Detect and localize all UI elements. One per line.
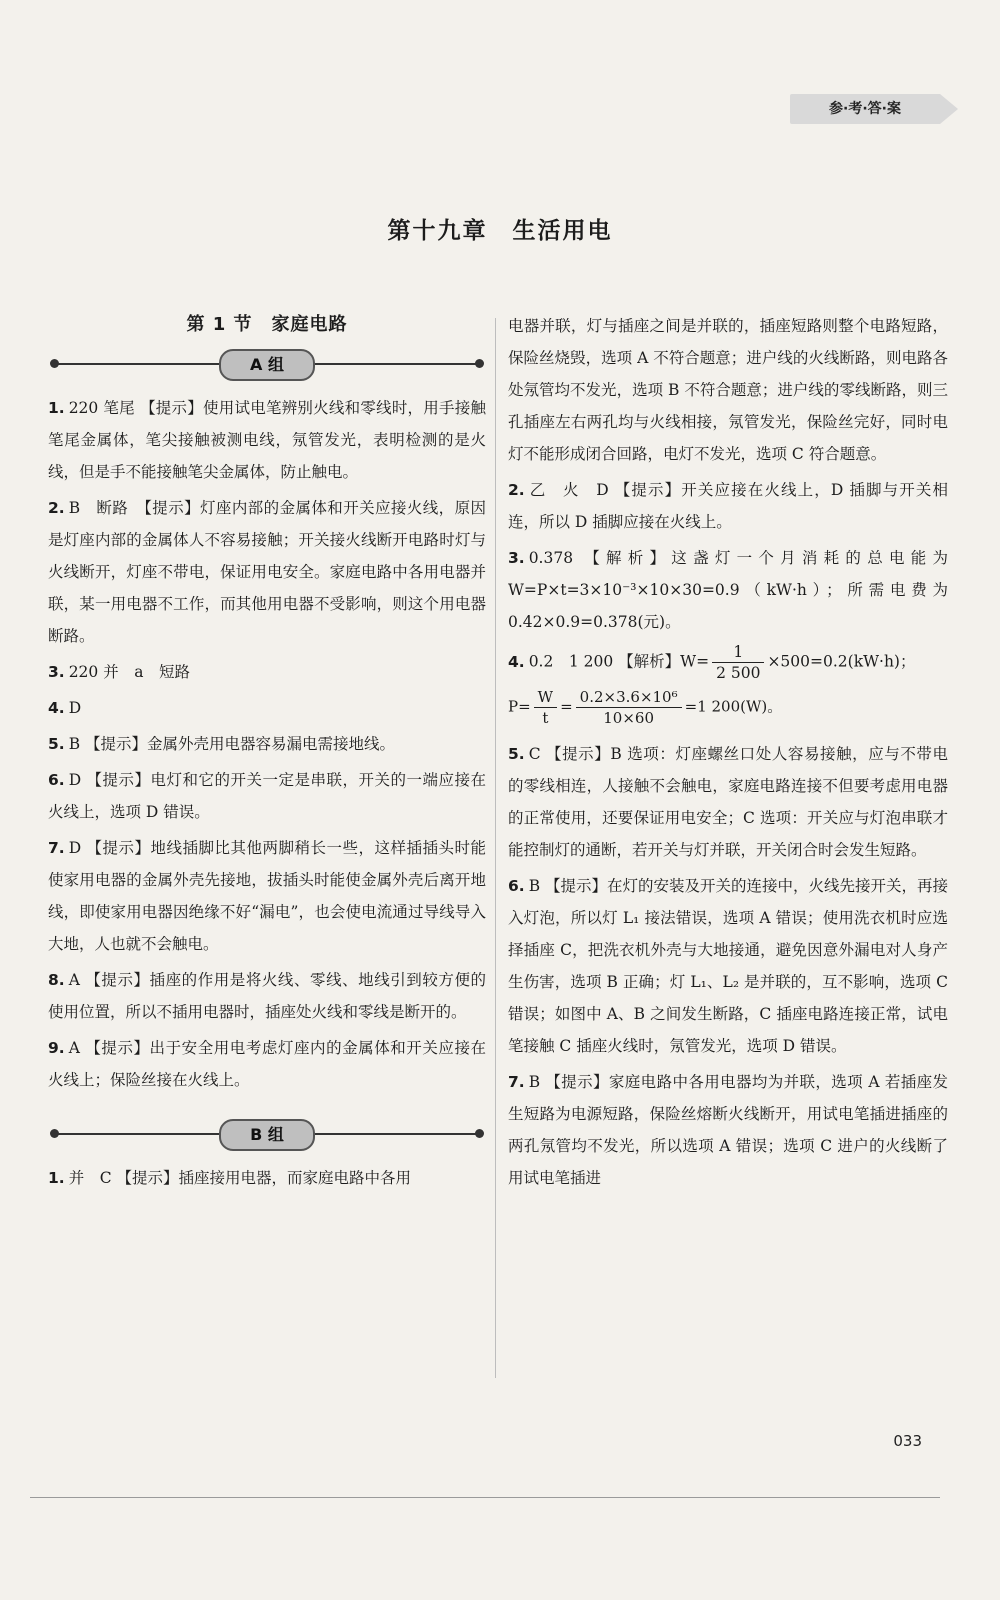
page-number: 033 bbox=[893, 1432, 922, 1450]
right-column bbox=[508, 310, 948, 1198]
chapter-title: 第十九章 生活用电 bbox=[387, 218, 613, 244]
answer-item-a6: 6. D 【提示】电灯和它的开关一定是串联，开关的一端应接在火线上，选项 D 错误。 bbox=[48, 771, 486, 821]
answer-item-b7: 7. B 【提示】家庭电路中各用电器均为并联，选项 A 若插座发生短路为电源短路，保险丝熔断火线断开，用试电笔插进插座的两孔氖管均不发光，所以选项 A 错误；选项 C 进户的火线断了用试电笔插进 bbox=[508, 1073, 948, 1187]
answer-item-a7: 7. D 【提示】地线插脚比其他两脚稍长一些，这样插插头时能使家用电器的金属外壳先接地，拔插头时能使金属外壳后离开地线，即使家用电器因绝缘不好“漏电”，也会使电流通过导线导入大地，人也就不会触电。 bbox=[48, 839, 486, 953]
answer-item-a9: 9. A 【提示】出于安全用电考虑灯座内的金属体和开关应接在火线上；保险丝接在火线上。 bbox=[48, 1039, 486, 1089]
answer-item-b6: 6. B 【提示】在灯的安装及开关的连接中，火线先接开关，再接入灯泡，所以灯 L₁ 接法错误，选项 A 错误；使用洗衣机时应选择插座 C，把洗衣机外壳与大地接通，避免因意外漏电对人身产生伤害，选项 B 正确；灯 L₁、L₂ 是并联的，互不影响，选项 C 错误；如图中 A、B 之间发生断路，C 插座电路连接正常，试电笔接触 C 插座火线时，氖管发光，选项 D 错误。 bbox=[508, 877, 949, 1055]
power-formula: P= $\frac{W}{t}$ = $\frac{\text{0.2×3.6×10⁶}}{10\times 60}$ =1 200(W)。 bbox=[508, 688, 783, 727]
answer-item-a1: 1. 220 笔尾 【提示】使用试电笔辨别火线和零线时，用手接触笔尾金属体，笔尖接触被测电线，氖管发光，表明检测的是火线，但是手不能接触笔尖金属体，防止触电。 bbox=[48, 399, 486, 481]
answer-item-a8: 8. A 【提示】插座的作用是将火线、零线、地线引到较方便的使用位置，所以不插用电器时，插座处火线和零线是断开的。 bbox=[48, 971, 486, 1021]
answer-item-b3: 3. 0.378 【解析】这盏灯一个月消耗的总电能为 W=P×t=3×10⁻³×10×30=0.9（kW·h）；所需电费为 0.42×0.9=0.378(元)。 bbox=[508, 549, 948, 631]
answer-key-tab: 参·考·答·案 bbox=[790, 94, 940, 124]
answer-item-a2: 2. B 断路 【提示】灯座内部的金属体和开关应接火线，原因是灯座内部的金属体人不容易接触；开关接火线断开电路时灯与火线断开，灯座不带电，保证用电安全。家庭电路中各用电器并联，某一用电器不工作，而其他用电器不受影响，则这个用电器断路。 bbox=[48, 499, 486, 645]
fraction: $\frac{W}{t}$ bbox=[534, 687, 557, 728]
rule-dot bbox=[50, 1129, 59, 1138]
answer-item-b4: 4. 0.2 1 200 【解析】W= $\frac{1}{2 500}$ ×500=0.2(kW·h)； bbox=[508, 643, 916, 682]
answer-item-a4: 4. D bbox=[48, 699, 82, 717]
answer-item-a3: 3. 220 并 a 短路 bbox=[48, 663, 190, 681]
answer-item-a5: 5. B 【提示】金属外壳用电器容易漏电需接地线。 bbox=[48, 735, 396, 753]
answer-item-b1-continued: 电器并联，灯与插座之间是并联的，插座短路则整个电路短路，保险丝烧毁，选项 A 不符合题意；进户线的火线断路，则电路各处氖管均不发光，选项 B 不符合题意；进户线的零线断路，则三孔插座左右两孔均与火线相接，氖管发光，保险丝完好，同时电灯不能形成闭合回路，电灯不发光，选项 C 符合题意。 bbox=[508, 317, 948, 463]
answer-item-b1: 1. 并 C 【提示】插座接用电器，而家庭电路中各用 bbox=[48, 1169, 411, 1187]
fraction: $\frac{1}{2 500}$ bbox=[712, 642, 764, 683]
answer-item-b5: 5. C 【提示】B 选项：灯座螺丝口处人容易接触，应与不带电的零线相连，人接触不会触电，家庭电路连接不但要考虑用电器的正常使用，还要保证用电安全；C 选项：开关应与灯泡串联才能控制灯的通断，若开关与灯并联，开关闭合时会发生短路。 bbox=[508, 745, 948, 859]
group-a-heading bbox=[48, 348, 486, 378]
group-a-label: A 组 bbox=[219, 349, 315, 381]
bottom-rule bbox=[30, 1497, 940, 1498]
rule-dot bbox=[475, 1129, 484, 1138]
answer-item-b2: 2. 乙 火 D 【提示】开关应接在火线上，D 插脚与开关相连，所以 D 插脚应接在火线上。 bbox=[508, 481, 948, 531]
fraction: $\frac{\text{0.2×3.6×10⁶}}{10\times 60}$ bbox=[576, 687, 682, 728]
left-column bbox=[48, 310, 486, 1198]
group-b-label: B 组 bbox=[219, 1119, 315, 1151]
rule-dot bbox=[50, 359, 59, 368]
column-divider bbox=[495, 318, 496, 1378]
group-b-heading bbox=[48, 1118, 486, 1148]
section-title: 第 1 节 家庭电路 bbox=[186, 314, 348, 335]
rule-dot bbox=[475, 359, 484, 368]
